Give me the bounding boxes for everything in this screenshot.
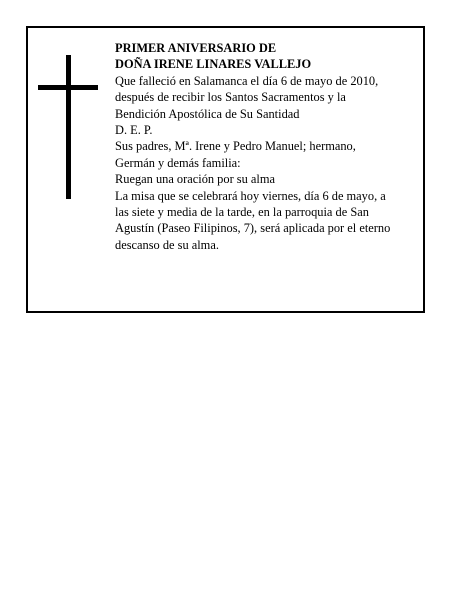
notice-body-line: Que falleció en Salamanca el día 6 de mayo de 2010, [115,73,379,88]
notice-body-line: Sus padres, Mª. Irene y Pedro Manuel; hermano, [115,139,356,154]
cross-horizontal-bar [38,85,98,90]
notice-body-line: Germán y demás familia: [115,155,241,170]
notice-body-line: las siete y media de la tarde, en la parroquia de San [115,205,369,220]
notice-body-line: D. E. P. [115,123,153,138]
notice-body-line: Ruegan una oración por su alma [115,172,275,187]
obituary-notice [26,26,425,313]
notice-body-line: después de recibir los Santos Sacramentos y la [115,90,346,105]
notice-body-line: La misa que se celebrará hoy viernes, día 6 de mayo, a [115,188,386,203]
notice-body-line: Agustín (Paseo Filipinos, 7), será aplicada por el eterno [115,221,391,236]
notice-heading-line-1: PRIMER ANIVERSARIO DE [115,41,277,55]
notice-text [115,40,423,253]
notice-body-line: Bendición Apostólica de Su Santidad [115,106,300,121]
notice-heading-line-2: DOÑA IRENE LINARES VALLEJO [115,57,312,72]
cross-vertical-bar [66,55,71,199]
notice-body-line: descanso de su alma. [115,237,219,252]
